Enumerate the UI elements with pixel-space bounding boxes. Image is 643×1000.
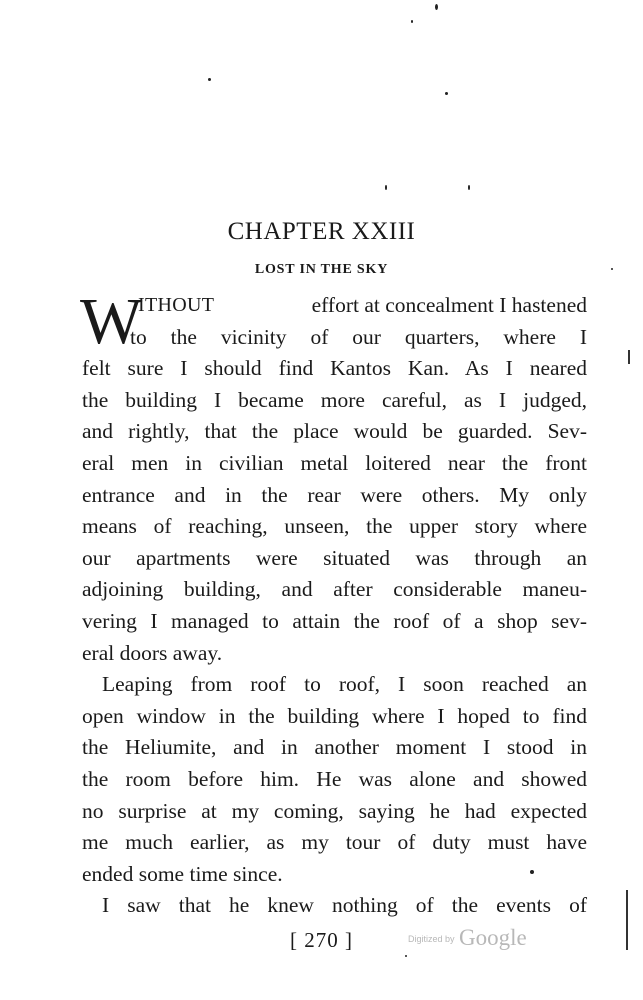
text-line: vering I managed to attain the roof of a shop sev- [82,608,587,633]
body-text [80,285,587,922]
watermark-logo-text: Google [458,925,527,950]
text-line: and rightly, that the place would be guarded. Sev- [82,419,587,444]
drop-cap: W [80,285,143,358]
text-line: the Heliumite, and in another moment I stood in [82,735,587,760]
scan-speck [405,955,407,957]
text-line: felt sure I should find Kantos Kan. As I neared [82,356,587,381]
text-line: ended some time since. [82,861,283,886]
text-line: the building I became more careful, as I judged, [82,387,587,412]
chapter-subtitle: LOST IN THE SKY [254,262,389,277]
page-edge-mark [626,890,628,950]
text-line: entrance and in the rear were others. My only [82,482,587,507]
text-line: no surprise at my coming, saying he had expected [82,798,587,823]
text-line: open window in the building where I hoped to find [82,703,587,728]
scan-speck [411,20,413,23]
watermark-small-text: Digitized by [408,934,455,944]
scan-speck [208,78,211,81]
text-line: the room before him. He was alone and showed [82,766,587,791]
first-word: ITHOUT [138,294,215,316]
scan-speck [468,185,470,190]
text-line: effort at concealment I hastened [311,293,587,317]
text-line: I saw that he knew nothing of the events of [102,893,587,918]
scan-speck [435,4,438,10]
text-line: our apartments were situated was through an [82,545,587,570]
text-line: to the vicinity of our quarters, where I [130,324,587,349]
text-line: means of reaching, unseen, the upper story where [82,514,587,539]
text-line: adjoining building, and after considerable maneu- [82,577,587,602]
text-line: eral doors away. [82,640,223,665]
text-line: eral men in civilian metal loitered near the front [82,450,587,475]
digitized-watermark [408,925,527,951]
page-number: [ 270 ] [290,928,353,952]
text-line: me much earlier, as my tour of duty must have [82,830,587,855]
scan-speck [445,92,448,95]
chapter-title: CHAPTER XXIII [227,218,416,245]
text-line: Leaping from roof to roof, I soon reached an [102,672,587,697]
page-edge-mark [628,350,630,364]
scan-speck [385,185,387,190]
